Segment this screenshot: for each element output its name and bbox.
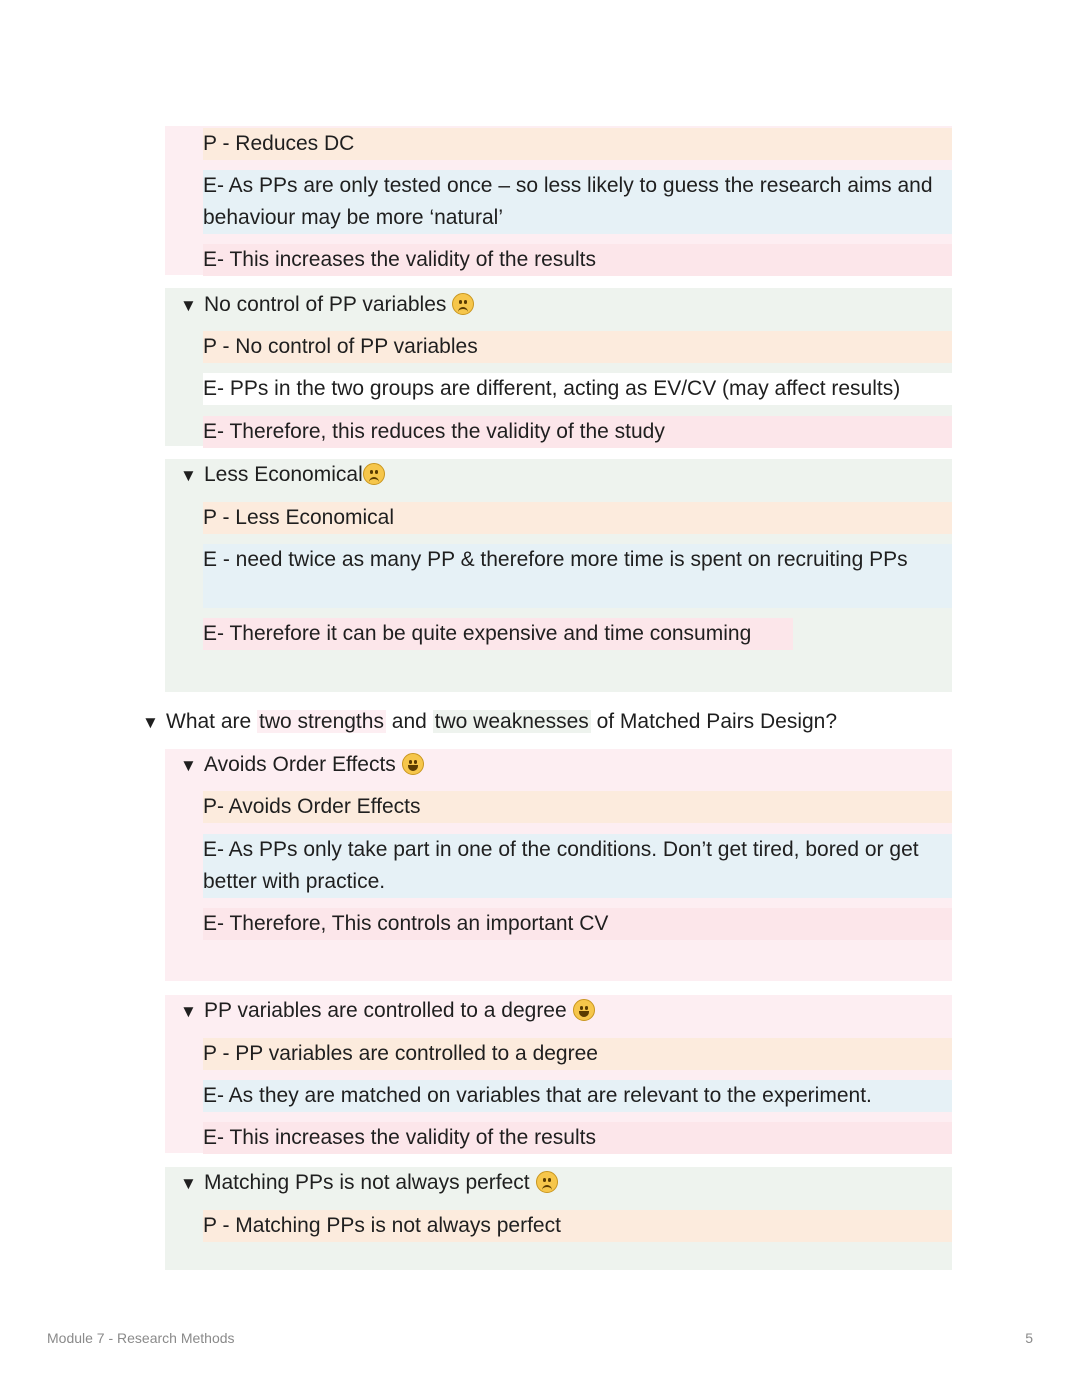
toggle-title: No control of PP variables xyxy=(204,293,447,316)
explain-line: E- As they are matched on variables that are relevant to the experiment. xyxy=(203,1080,952,1112)
point-line: P - Reduces DC xyxy=(203,128,952,160)
question-text-middle: and xyxy=(385,710,433,733)
triangle-down-icon[interactable]: ▼ xyxy=(180,1174,197,1193)
elaborate-line: E- This increases the validity of the results xyxy=(203,244,952,276)
slightly-frowning-face-icon xyxy=(452,293,474,315)
footer-module-title: Module 7 - Research Methods xyxy=(47,1330,235,1346)
explain-line: E- As PPs only take part in one of the conditions. Don’t get tired, bored or get better with practice. xyxy=(203,834,952,898)
toggle-title: Less Economical xyxy=(204,463,363,486)
question-text-after: of Matched Pairs Design? xyxy=(590,710,838,733)
toggle-title: Avoids Order Effects xyxy=(204,753,396,776)
explain-line: E - need twice as many PP & therefore more time is spent on recruiting PPs xyxy=(203,544,952,608)
elaborate-line: E- Therefore, This controls an important CV xyxy=(203,908,952,940)
slightly-frowning-face-icon xyxy=(363,463,385,485)
elaborate-line: E- Therefore, this reduces the validity of the study xyxy=(203,416,952,448)
grinning-face-icon xyxy=(573,999,595,1021)
point-line: P - PP variables are controlled to a degree xyxy=(203,1038,952,1070)
point-line: P- Avoids Order Effects xyxy=(203,791,952,823)
triangle-down-icon[interactable]: ▼ xyxy=(142,713,159,732)
question-highlight-weaknesses: two weaknesses xyxy=(434,710,589,733)
question-highlight-strengths: two strengths xyxy=(259,710,384,733)
toggle-pp-variables-controlled[interactable] xyxy=(180,995,595,1027)
toggle-title: Matching PPs is not always perfect xyxy=(204,1171,530,1194)
point-line: P - No control of PP variables xyxy=(203,331,952,363)
footer-page-number: 5 xyxy=(1025,1330,1033,1346)
point-line: P - Less Economical xyxy=(203,502,952,534)
toggle-question-matched-pairs[interactable] xyxy=(142,706,837,738)
toggle-less-economical[interactable] xyxy=(180,459,385,491)
grinning-face-icon xyxy=(402,753,424,775)
triangle-down-icon[interactable]: ▼ xyxy=(180,296,197,315)
elaborate-line: E- Therefore it can be quite expensive and time consuming xyxy=(203,618,793,650)
triangle-down-icon[interactable]: ▼ xyxy=(180,756,197,775)
elaborate-line: E- This increases the validity of the results xyxy=(203,1122,952,1154)
triangle-down-icon[interactable]: ▼ xyxy=(180,466,197,485)
toggle-title: PP variables are controlled to a degree xyxy=(204,999,567,1022)
slightly-frowning-face-icon xyxy=(536,1171,558,1193)
toggle-avoids-order-effects[interactable] xyxy=(180,749,424,781)
point-line: P - Matching PPs is not always perfect xyxy=(203,1210,952,1242)
explain-line: E- As PPs are only tested once – so less likely to guess the research aims and behaviour may be more ‘natural’ xyxy=(203,170,952,234)
toggle-no-control[interactable] xyxy=(180,289,474,321)
toggle-matching-not-perfect[interactable] xyxy=(180,1167,558,1199)
explain-line: E- PPs in the two groups are different, acting as EV/CV (may affect results) xyxy=(203,373,952,405)
question-text-before: What are xyxy=(166,710,258,733)
triangle-down-icon[interactable]: ▼ xyxy=(180,1002,197,1021)
